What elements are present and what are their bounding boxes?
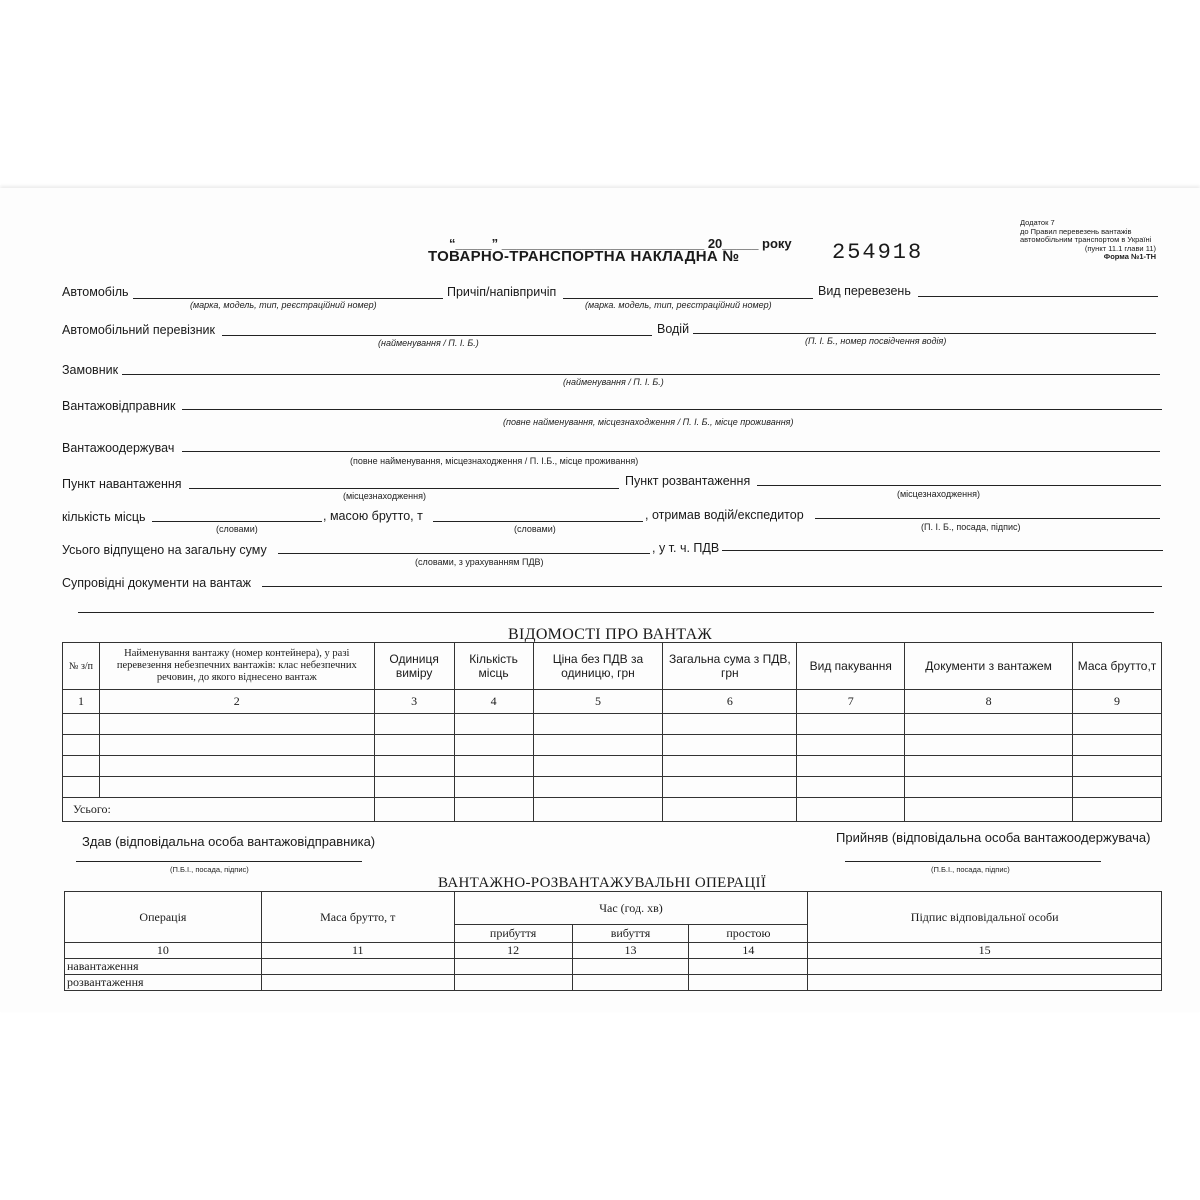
col-number: 15 bbox=[808, 943, 1162, 959]
table-row[interactable] bbox=[63, 777, 1162, 798]
col-header: Кількість місць bbox=[454, 643, 533, 690]
automobile-hint: (марка, модель, тип, реєстраційний номер) bbox=[190, 300, 377, 310]
col-number: 11 bbox=[261, 943, 454, 959]
note-line: автомобільним транспортом в Україні bbox=[1020, 235, 1152, 244]
docs-field[interactable] bbox=[262, 586, 1162, 587]
customer-label: Замовник bbox=[62, 363, 119, 377]
col-operation: Операція bbox=[65, 892, 262, 943]
col-header: Найменування вантажу (номер контейнера), у разі перевезення небезпечних вантажів: клас небезпечних речовин, до якого віднесено вантаж bbox=[99, 643, 374, 690]
table-row[interactable] bbox=[63, 714, 1162, 735]
col-mass: Маса брутто, т bbox=[261, 892, 454, 943]
accepted-label: Прийняв (відповідальна особа вантажоодержувача) bbox=[836, 830, 1151, 845]
col-header: Документи з вантажем bbox=[905, 643, 1073, 690]
consignee-hint: (повне найменування, місцезнаходження / П. І.Б., місце проживання) bbox=[350, 456, 639, 466]
cargo-total-row[interactable] bbox=[63, 798, 1162, 822]
cargo-title: ВІДОМОСТІ ПРО ВАНТАЖ bbox=[508, 626, 713, 643]
cargo-table bbox=[62, 642, 1162, 822]
note-line: до Правил перевезень вантажів bbox=[1020, 226, 1132, 236]
row-label: навантаження bbox=[65, 959, 262, 975]
places-count-label: кількість місць bbox=[62, 510, 146, 524]
automobile-field[interactable] bbox=[133, 298, 443, 299]
operations-title: ВАНТАЖНО-РОЗВАНТАЖУВАЛЬНІ ОПЕРАЦІЇ bbox=[438, 875, 767, 891]
row-label: розвантаження bbox=[65, 975, 262, 991]
total-hint: (словами, з урахуванням ПДВ) bbox=[415, 557, 544, 567]
automobile-label: Автомобіль bbox=[62, 285, 129, 299]
vat-field[interactable] bbox=[722, 550, 1163, 551]
shipper-field[interactable] bbox=[182, 409, 1162, 410]
customer-hint: (найменування / П. І. Б.) bbox=[563, 377, 664, 387]
operations-header-row bbox=[65, 892, 1162, 925]
col-number: 10 bbox=[65, 943, 262, 959]
operations-table bbox=[64, 891, 1162, 991]
gross-mass-field[interactable] bbox=[433, 521, 643, 522]
received-hint: (П. І. Б., посада, підпис) bbox=[921, 522, 1021, 532]
unloading-point-field[interactable] bbox=[757, 485, 1161, 486]
table-row[interactable] bbox=[65, 959, 1162, 975]
driver-hint: (П. І. Б., номер посвідчення водія) bbox=[805, 336, 947, 346]
note-line: (пункт 11.1 глави 11) bbox=[1084, 243, 1156, 253]
col-time: Час (год. хв) bbox=[454, 892, 808, 925]
col-header: Вид пакування bbox=[797, 643, 905, 690]
accepted-hint: (П.Б.І., посада, підпис) bbox=[931, 865, 1010, 874]
transport-type-label: Вид перевезень bbox=[818, 284, 911, 298]
driver-field[interactable] bbox=[693, 333, 1156, 334]
col-number: 6 bbox=[663, 690, 797, 714]
customer-field[interactable] bbox=[122, 374, 1160, 375]
table-row[interactable] bbox=[63, 756, 1162, 777]
form-code: Форма №1-ТН bbox=[1103, 252, 1156, 261]
col-number: 5 bbox=[533, 690, 663, 714]
driver-label: Водій bbox=[657, 322, 690, 336]
trailer-label: Причіп/напівпричіп bbox=[447, 285, 557, 299]
handed-hint: (П.Б.І., посада, підпис) bbox=[170, 865, 249, 874]
docs-field-line2[interactable] bbox=[78, 612, 1154, 613]
waybill-sheet bbox=[0, 188, 1200, 1012]
table-row[interactable] bbox=[63, 735, 1162, 756]
col-number: 12 bbox=[454, 943, 572, 959]
handed-signature-field[interactable] bbox=[76, 861, 362, 862]
date-line: “_____” ____________________________ 20_____ року bbox=[449, 236, 792, 251]
unloading-point-label: Пункт розвантаження bbox=[625, 474, 751, 488]
form-note bbox=[1020, 219, 1156, 262]
col-number: 7 bbox=[797, 690, 905, 714]
total-released-field[interactable] bbox=[278, 553, 650, 554]
col-header: Загальна сума з ПДВ, грн bbox=[663, 643, 797, 690]
note-line: Додаток 7 bbox=[1020, 218, 1055, 227]
document-title: ТОВАРНО-ТРАНСПОРТНА НАКЛАДНА № bbox=[428, 248, 740, 265]
received-field[interactable] bbox=[815, 518, 1160, 519]
col-number: 4 bbox=[454, 690, 533, 714]
cargo-number-row bbox=[63, 690, 1162, 714]
trailer-field[interactable] bbox=[563, 298, 813, 299]
col-number: 14 bbox=[689, 943, 808, 959]
transport-type-field[interactable] bbox=[918, 296, 1158, 297]
loading-point-label: Пункт навантаження bbox=[62, 477, 182, 491]
places-hint: (словами) bbox=[216, 524, 258, 534]
operations-number-row bbox=[65, 943, 1162, 959]
accepted-signature-field[interactable] bbox=[845, 861, 1101, 862]
carrier-hint: (найменування / П. І. Б.) bbox=[378, 338, 479, 348]
col-header: № з/п bbox=[63, 643, 100, 690]
carrier-label: Автомобільний перевізник bbox=[62, 323, 215, 337]
col-number: 3 bbox=[374, 690, 454, 714]
gross-mass-label: , масою брутто, т bbox=[323, 509, 423, 523]
table-row[interactable] bbox=[65, 975, 1162, 991]
col-idle: простою bbox=[689, 925, 808, 943]
col-number: 8 bbox=[905, 690, 1073, 714]
total-released-label: Усього відпущено на загальну суму bbox=[62, 543, 267, 557]
col-header: Ціна без ПДВ за одиницю, грн bbox=[533, 643, 663, 690]
total-label: Усього: bbox=[63, 798, 375, 822]
col-signature: Підпис відповідальної особи bbox=[808, 892, 1162, 943]
col-departure: вибуття bbox=[572, 925, 689, 943]
col-header: Одиниця виміру bbox=[374, 643, 454, 690]
cargo-header-row bbox=[63, 643, 1162, 690]
col-number: 2 bbox=[99, 690, 374, 714]
trailer-hint: (марка. модель, тип, реєстраційний номер) bbox=[585, 300, 772, 310]
places-count-field[interactable] bbox=[152, 521, 322, 522]
loading-hint: (місцезнаходження) bbox=[343, 491, 426, 501]
unloading-hint: (місцезнаходження) bbox=[897, 489, 980, 499]
carrier-field[interactable] bbox=[222, 335, 652, 336]
consignee-field[interactable] bbox=[182, 451, 1160, 452]
col-number: 13 bbox=[572, 943, 689, 959]
shipper-label: Вантажовідправник bbox=[62, 399, 176, 413]
col-header: Маса брутто,т bbox=[1073, 643, 1162, 690]
gross-mass-hint: (словами) bbox=[514, 524, 556, 534]
handed-label: Здав (відповідальна особа вантажовідправника) bbox=[82, 834, 376, 849]
col-arrival: прибуття bbox=[454, 925, 572, 943]
incl-vat-label: , у т. ч. ПДВ bbox=[652, 541, 720, 555]
loading-point-field[interactable] bbox=[189, 488, 619, 489]
received-label: , отримав водій/експедитор bbox=[645, 508, 804, 522]
col-number: 9 bbox=[1073, 690, 1162, 714]
shipper-hint: (повне найменування, місцезнаходження / П. І. Б., місце проживання) bbox=[503, 417, 794, 427]
document-number: 254918 bbox=[832, 240, 924, 265]
docs-label: Супровідні документи на вантаж bbox=[62, 576, 251, 590]
consignee-label: Вантажоодержувач bbox=[62, 441, 175, 455]
col-number: 1 bbox=[63, 690, 100, 714]
